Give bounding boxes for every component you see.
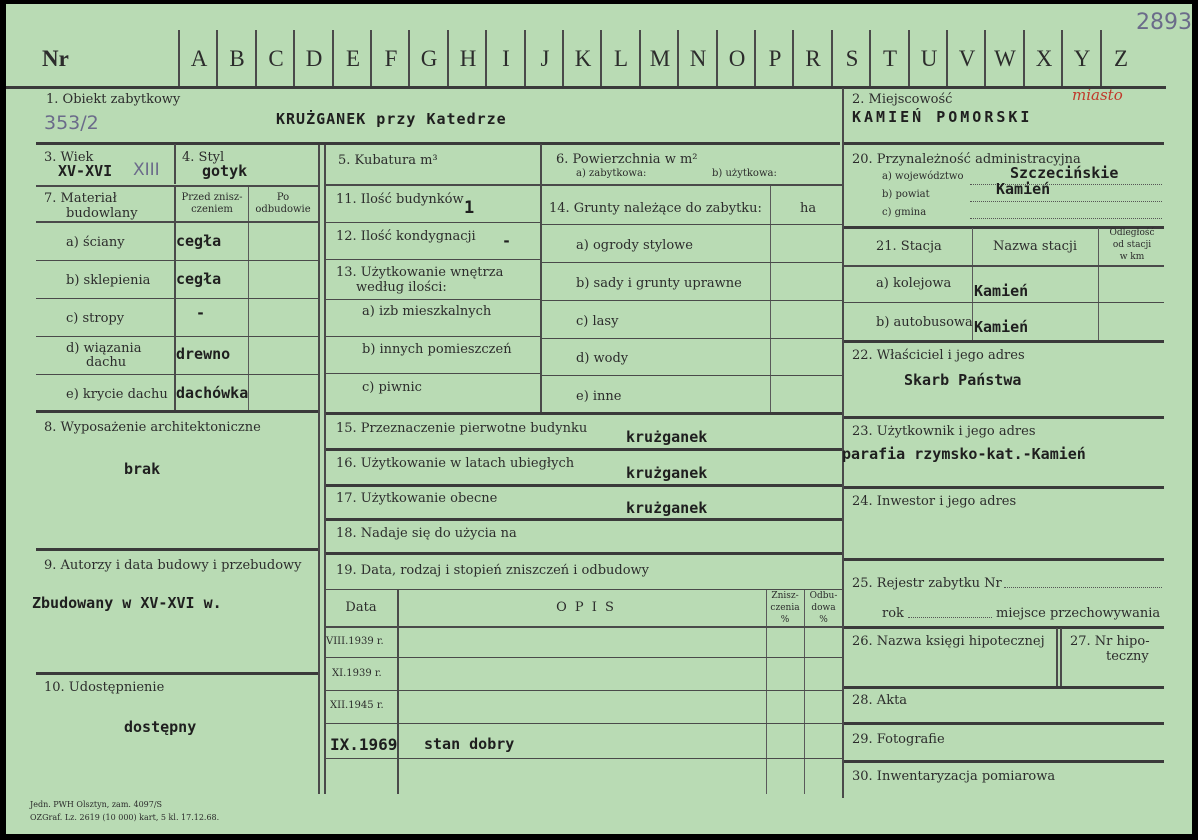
letter-s: S bbox=[845, 46, 859, 71]
f7-row-d-value: drewno bbox=[176, 345, 231, 363]
dotted-line bbox=[908, 617, 992, 618]
field-1-value: KRUŻGANEK przy Katedrze bbox=[276, 110, 507, 128]
field-10-value: dostępny bbox=[124, 718, 197, 736]
letter-z: Z bbox=[1113, 46, 1129, 71]
letter-e: E bbox=[345, 46, 361, 71]
f7-col-after: Po bbox=[276, 192, 290, 203]
letter-a: A bbox=[190, 46, 208, 71]
rule bbox=[542, 300, 842, 301]
divider bbox=[1056, 628, 1058, 688]
f7-row-d-label: d) wiązania bbox=[66, 341, 142, 356]
divider bbox=[770, 186, 771, 412]
f19-col-odbu-2: dowa bbox=[811, 603, 836, 613]
field-14-label: 14. Grunty należące do zabytku: bbox=[549, 201, 762, 216]
field-14-unit: ha bbox=[800, 201, 817, 216]
letter-c: C bbox=[268, 46, 284, 71]
rule bbox=[326, 336, 540, 337]
field-27-label-2: teczny bbox=[1106, 649, 1149, 664]
f19-date-3: XII.1945 r. bbox=[330, 700, 384, 711]
field-22-label: 22. Właściciel i jego adres bbox=[852, 348, 1025, 363]
f7-row-b-label: b) sklepienia bbox=[66, 273, 151, 288]
field-8-value: brak bbox=[124, 460, 161, 478]
field-20b: b) powiat bbox=[882, 189, 930, 200]
rule bbox=[326, 657, 842, 658]
footer-line-1: Jedn. PWH Olsztyn, zam. 4097/S bbox=[30, 800, 163, 809]
dotted-line bbox=[970, 218, 1162, 219]
rule bbox=[844, 142, 1164, 145]
f19-typed-desc: stan dobry bbox=[424, 735, 515, 753]
field-29-label: 29. Fotografie bbox=[852, 732, 945, 747]
letter-f: F bbox=[384, 46, 398, 71]
letter-i: I bbox=[502, 46, 510, 71]
rule bbox=[36, 410, 318, 413]
letter-j: J bbox=[540, 46, 550, 71]
rule bbox=[844, 265, 1164, 267]
f21-col-dist-2: od stacji bbox=[1112, 240, 1152, 250]
field-6b: b) użytkowa: bbox=[712, 168, 777, 179]
f19-col-desc: O P I S bbox=[556, 600, 616, 615]
field-16-label: 16. Użytkowanie w latach ubiegłych bbox=[336, 456, 575, 471]
field-20c: c) gmina bbox=[882, 207, 927, 218]
rule bbox=[36, 374, 318, 375]
rule bbox=[326, 589, 842, 590]
field-13-label-2: według ilości: bbox=[356, 280, 447, 295]
field-20a-value: Szczecińskie bbox=[1010, 164, 1119, 182]
rule bbox=[844, 340, 1164, 343]
field-21b-value: Kamień bbox=[974, 318, 1029, 336]
field-14b: b) sady i grunty uprawne bbox=[576, 276, 742, 291]
nr-label: Nr bbox=[42, 46, 69, 71]
field-14d: d) wody bbox=[576, 351, 629, 366]
rule bbox=[844, 302, 1164, 303]
field-20-label: 20. Przynależność administracyjna bbox=[852, 152, 1081, 167]
f19-date-1: VIII.1939 r. bbox=[326, 636, 384, 647]
field-12-value: - bbox=[502, 232, 512, 250]
field-12-label: 12. Ilość kondygnacji bbox=[336, 229, 476, 244]
divider bbox=[174, 144, 176, 184]
f19-col-odbu-pct: % bbox=[819, 615, 828, 625]
field-21a: a) kolejowa bbox=[876, 276, 952, 291]
field-15-label: 15. Przeznaczenie pierwotne budynku bbox=[336, 421, 588, 436]
field-25-label: 25. Rejestr zabytku Nr bbox=[852, 576, 1002, 591]
rule bbox=[36, 548, 318, 551]
rule bbox=[326, 448, 842, 451]
f7-row-c-value: - bbox=[196, 304, 206, 322]
field-10-label: 10. Udostępnienie bbox=[44, 680, 165, 695]
letter-n: N bbox=[689, 46, 707, 71]
f19-col-odbu: Odbu- bbox=[809, 591, 838, 601]
f7-row-c-label: c) stropy bbox=[66, 311, 125, 326]
field-3-label: 3. Wiek bbox=[44, 150, 94, 165]
rule bbox=[326, 552, 842, 555]
letter-y: Y bbox=[1073, 46, 1091, 71]
f7-col-before-2: czeniem bbox=[191, 204, 233, 215]
f19-typed-date: IX.1969 bbox=[330, 735, 398, 754]
pencil-card-number: 2893 bbox=[1136, 10, 1192, 35]
rule bbox=[36, 221, 318, 223]
rule bbox=[326, 626, 842, 628]
field-7-label-2: budowlany bbox=[66, 206, 138, 221]
rule bbox=[542, 338, 842, 339]
rule bbox=[326, 723, 842, 724]
field-24-label: 24. Inwestor i jego adres bbox=[852, 494, 1017, 509]
rule bbox=[844, 686, 1164, 689]
dotted-line bbox=[1004, 587, 1162, 588]
letter-g: G bbox=[420, 46, 438, 71]
field-15-value: krużganek bbox=[626, 428, 708, 446]
field-11-value: 1 bbox=[464, 198, 475, 218]
rule bbox=[326, 758, 842, 759]
field-14c: c) lasy bbox=[576, 314, 619, 329]
field-13b: b) innych pomieszczeń bbox=[362, 342, 512, 357]
letter-w: W bbox=[994, 46, 1016, 71]
rule bbox=[326, 299, 540, 300]
field-8-label: 8. Wyposażenie architektoniczne bbox=[44, 420, 261, 435]
f21-col-dist-3: w km bbox=[1119, 252, 1145, 262]
field-9-label: 9. Autorzy i data budowy i przebudowy bbox=[44, 558, 302, 573]
rule bbox=[36, 260, 318, 261]
rule bbox=[326, 373, 540, 374]
rule bbox=[326, 484, 842, 487]
rule bbox=[542, 375, 842, 376]
pencil-note-1: 353/2 bbox=[44, 112, 99, 134]
letter-u: U bbox=[920, 46, 938, 71]
f19-col-znisz: Znisz- bbox=[771, 591, 799, 601]
field-20a: a) województwo bbox=[882, 171, 964, 182]
inventory-card bbox=[6, 4, 1192, 834]
rule bbox=[36, 185, 318, 187]
f19-col-znisz-2: czenia bbox=[770, 603, 800, 613]
letter-v: V bbox=[958, 46, 976, 71]
rule bbox=[542, 262, 842, 263]
field-14a: a) ogrody stylowe bbox=[576, 238, 693, 253]
rule bbox=[844, 760, 1164, 763]
field-11-label: 11. Ilość budynków bbox=[336, 192, 464, 207]
field-14e: e) inne bbox=[576, 389, 622, 404]
field-1-label: 1. Obiekt zabytkowy bbox=[46, 92, 181, 107]
stamp-note: miasto bbox=[1072, 86, 1123, 104]
letter-l: L bbox=[613, 46, 629, 71]
field-22-value: Skarb Państwa bbox=[904, 371, 1022, 389]
field-3-value: XV-XVI bbox=[58, 162, 113, 180]
footer-line-2: OZGraf. Lz. 2619 (10 000) kart, 5 kl. 17.12.68. bbox=[30, 813, 220, 822]
rule bbox=[326, 222, 540, 223]
f7-row-a-value: cegła bbox=[176, 232, 222, 250]
field-25-rok: rok bbox=[882, 606, 904, 621]
field-23-value: parafia rzymsko-kat.-Kamień bbox=[842, 445, 1086, 463]
field-30-label: 30. Inwentaryzacja pomiarowa bbox=[852, 769, 1056, 784]
field-13a: a) izb mieszkalnych bbox=[362, 304, 492, 319]
divider bbox=[842, 88, 844, 798]
divider bbox=[324, 144, 326, 794]
rule bbox=[326, 412, 842, 415]
letter-m: M bbox=[649, 46, 671, 71]
f7-row-e-value: dachówka bbox=[176, 384, 249, 402]
f7-col-before: Przed znisz- bbox=[181, 192, 243, 203]
field-28-label: 28. Akta bbox=[852, 693, 908, 708]
rule bbox=[844, 722, 1164, 725]
rule bbox=[844, 558, 1164, 561]
field-19-label: 19. Data, rodzaj i stopień zniszczeń i odbudowy bbox=[336, 563, 650, 578]
letter-x: X bbox=[1035, 46, 1053, 71]
field-23-label: 23. Użytkownik i jego adres bbox=[852, 424, 1036, 439]
field-7-label: 7. Materiał bbox=[44, 191, 117, 206]
field-21-label: 21. Stacja bbox=[876, 239, 942, 254]
field-21b: b) autobusowa bbox=[876, 315, 973, 330]
rule bbox=[326, 184, 842, 186]
field-5-label: 5. Kubatura m³ bbox=[338, 153, 438, 168]
field-6-label: 6. Powierzchnia w m² bbox=[556, 152, 698, 167]
pencil-note-3: XIII bbox=[133, 160, 160, 180]
letter-k: K bbox=[574, 46, 592, 71]
rule bbox=[326, 518, 842, 521]
rule bbox=[542, 224, 842, 225]
rule bbox=[844, 626, 1164, 629]
letter-b: B bbox=[229, 46, 245, 71]
f7-row-a-label: a) ściany bbox=[66, 235, 125, 250]
field-20b-value: Kamień bbox=[996, 180, 1051, 198]
f19-col-date: Data bbox=[345, 600, 377, 615]
rule bbox=[36, 298, 318, 299]
rule bbox=[844, 486, 1164, 489]
field-13-label: 13. Użytkowanie wnętrza bbox=[336, 265, 504, 280]
dotted-line bbox=[970, 201, 1162, 202]
f19-date-2: XI.1939 r. bbox=[332, 668, 382, 679]
divider bbox=[1060, 628, 1062, 688]
letter-r: R bbox=[805, 46, 821, 71]
field-17-value: krużganek bbox=[626, 499, 708, 517]
field-27-label: 27. Nr hipo- bbox=[1070, 634, 1150, 649]
letter-p: P bbox=[768, 46, 782, 71]
field-17-label: 17. Użytkowanie obecne bbox=[336, 491, 498, 506]
f21-col-dist: Odległość bbox=[1109, 228, 1155, 238]
field-25-place: miejsce przechowywania bbox=[996, 606, 1161, 621]
f7-row-e-label: e) krycie dachu bbox=[66, 387, 168, 402]
rule bbox=[326, 259, 540, 260]
rule bbox=[6, 86, 1166, 89]
f19-col-znisz-pct: % bbox=[780, 615, 790, 625]
rule bbox=[36, 672, 318, 675]
field-4-label: 4. Styl bbox=[182, 150, 225, 165]
f21-col-name: Nazwa stacji bbox=[992, 239, 1078, 254]
letter-h: H bbox=[459, 46, 477, 71]
rule bbox=[36, 142, 840, 145]
rule bbox=[36, 336, 318, 337]
field-2-value: KAMIEŃ POMORSKI bbox=[852, 108, 1033, 126]
field-21a-value: Kamień bbox=[974, 282, 1029, 300]
divider bbox=[318, 144, 320, 794]
f7-row-d-label-2: dachu bbox=[86, 355, 127, 370]
field-6a: a) zabytkowa: bbox=[576, 168, 647, 179]
letter-t: T bbox=[882, 46, 898, 71]
field-13c: c) piwnic bbox=[362, 380, 422, 395]
f7-col-after-2: odbudowie bbox=[255, 204, 311, 215]
field-26-label: 26. Nazwa księgi hipotecznej bbox=[852, 634, 1045, 649]
field-16-value: krużganek bbox=[626, 464, 708, 482]
rule bbox=[326, 690, 842, 691]
letter-d: D bbox=[305, 46, 323, 71]
field-2-label: 2. Miejscowość bbox=[852, 92, 953, 107]
field-18-label: 18. Nadaje się do użycia na bbox=[336, 526, 517, 541]
field-9-value: Zbudowany w XV-XVI w. bbox=[32, 594, 222, 612]
letter-o: O bbox=[728, 46, 746, 71]
field-4-value: gotyk bbox=[202, 162, 248, 180]
rule bbox=[844, 416, 1164, 419]
f7-row-b-value: cegła bbox=[176, 270, 222, 288]
divider bbox=[397, 590, 399, 794]
